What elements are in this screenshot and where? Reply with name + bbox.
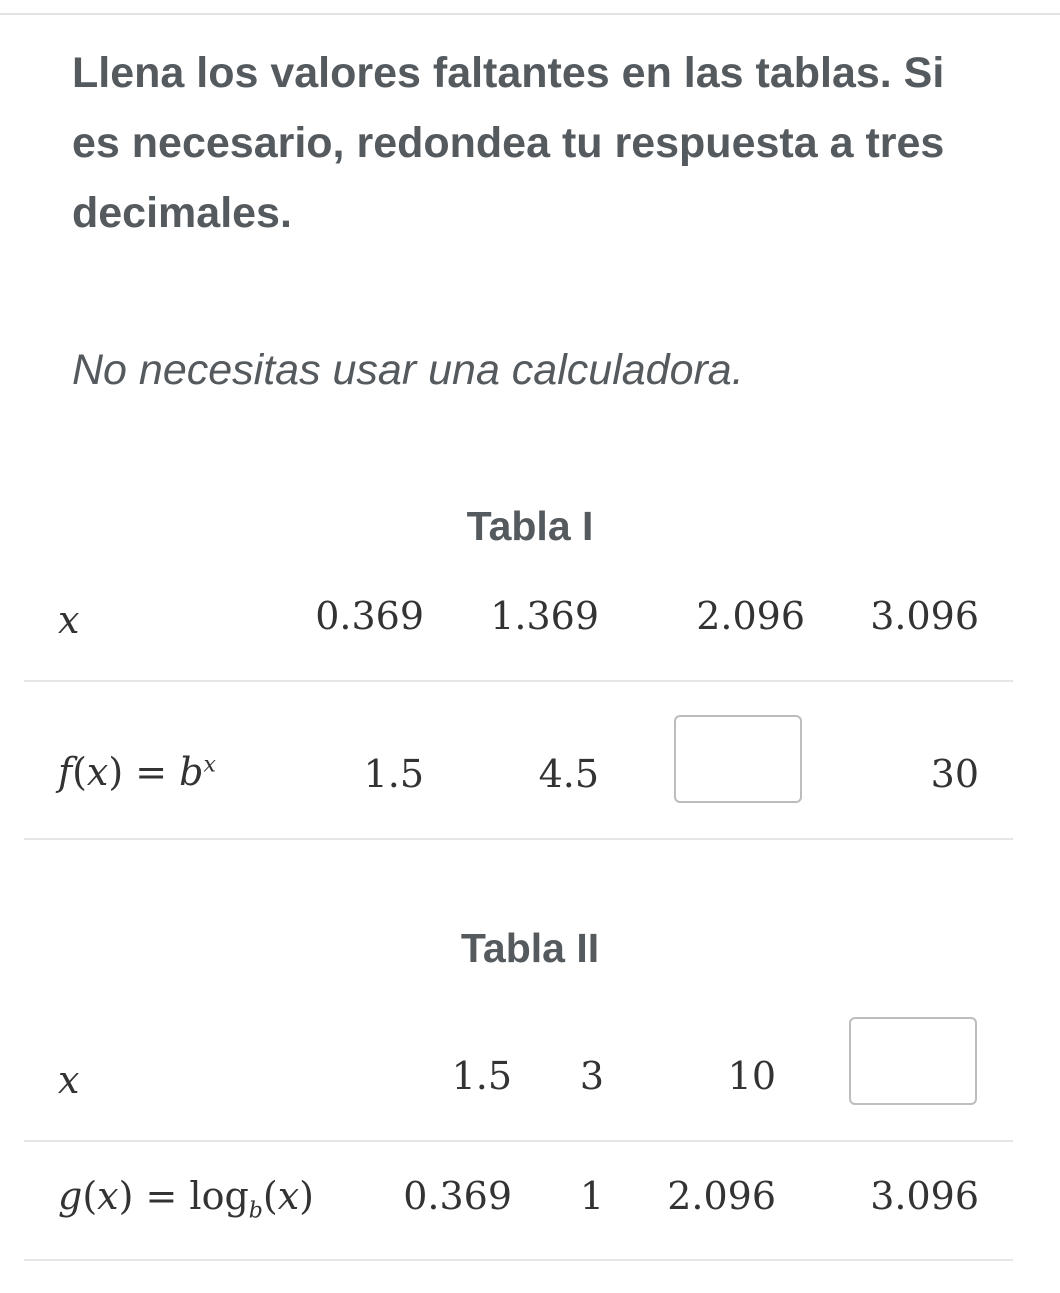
table1-f-cell: 30 (930, 752, 979, 796)
table1-answer-input[interactable] (674, 715, 802, 803)
table1-x-cell: 1.369 (490, 594, 599, 638)
table2-x-cell: 3 (579, 1054, 604, 1098)
table2-title: Tabla II (460, 925, 600, 971)
calculator-note: No necesitas usar una calculadora. (72, 346, 744, 394)
table1-x-row (24, 570, 1013, 682)
table1-x-cell: 2.096 (696, 594, 805, 638)
instructions-text: Llena los valores faltantes en las tablas. Si es necesario, redondea tu respuesta a tres decimales. (72, 49, 945, 237)
table1-title: Tabla I (466, 503, 594, 549)
table1-x-cell: 3.096 (870, 594, 979, 638)
table2-x-cell: 1.5 (451, 1054, 512, 1098)
table2-g-cell: 1 (579, 1174, 604, 1218)
table2-g-cell: 0.369 (403, 1174, 512, 1218)
table1-x-label: x (58, 598, 80, 642)
table2-g-cell: 3.096 (870, 1174, 979, 1218)
table1-f-label: $f(x) = b^x$ (58, 750, 216, 794)
table1-f-cell: 1.5 (363, 752, 424, 796)
table1-f-cell: 4.5 (538, 752, 599, 796)
table2-g-cell: 2.096 (667, 1174, 776, 1218)
table2-x-label: x (58, 1058, 80, 1102)
table2-x-cell: 10 (727, 1054, 776, 1098)
table2-answer-input[interactable] (849, 1017, 977, 1105)
table2-x-row (24, 1000, 1013, 1142)
table1-x-cell: 0.369 (315, 594, 424, 638)
table2-g-row (24, 1142, 1013, 1261)
top-divider (0, 13, 1060, 15)
table2-g-label: $g(x) = \log_b(x)$ (58, 1174, 314, 1224)
table1-f-row (24, 682, 1013, 840)
